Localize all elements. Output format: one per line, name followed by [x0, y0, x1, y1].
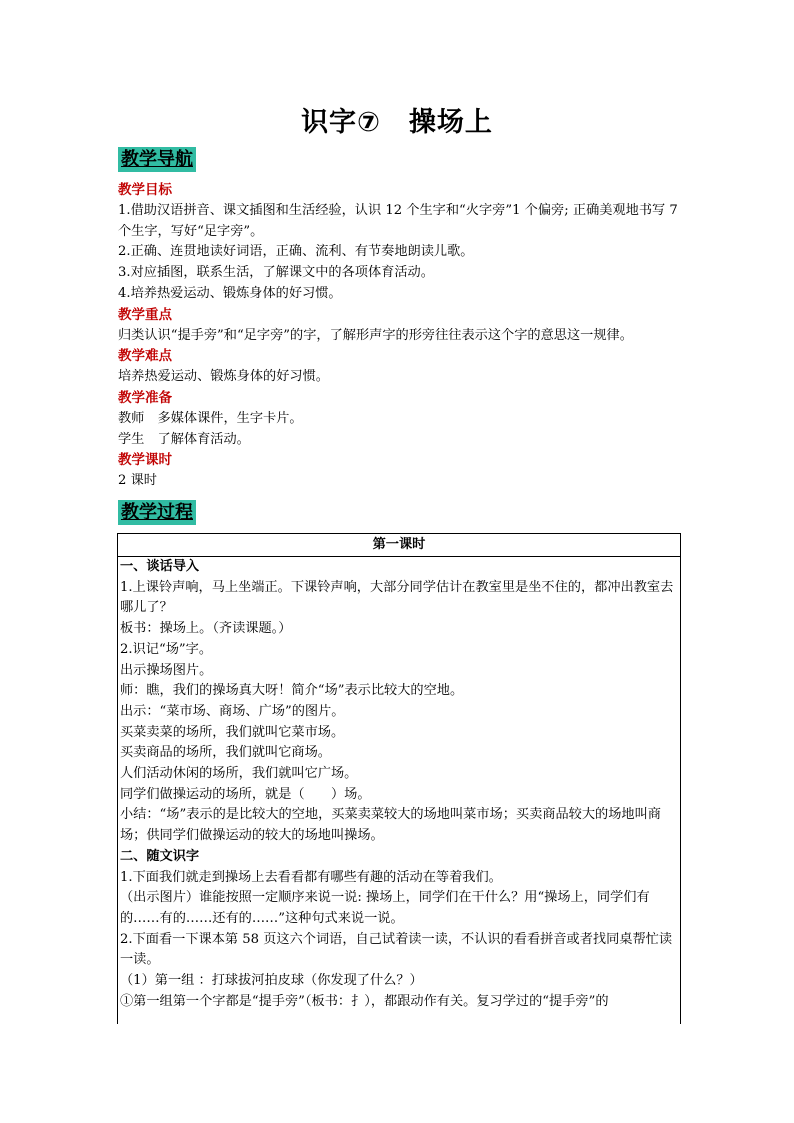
- process-line: 2.识记“场”字。: [120, 641, 213, 657]
- process-banner: 教学过程: [118, 500, 196, 525]
- process-line: 买菜卖菜的场所，我们就叫它菜市场。: [120, 724, 345, 740]
- prep-item: 教师 多媒体课件，生字卡片。: [118, 410, 303, 426]
- process-line: 人们活动休闲的场所，我们就叫它广场。: [120, 766, 358, 782]
- process-table: [117, 533, 681, 1024]
- key-heading: 教学重点: [118, 306, 172, 323]
- process-line: 1.下面我们就走到操场上去看看都有哪些有趣的活动在等着我们。: [120, 869, 502, 885]
- difficulty-text: 培养热爱运动、锻炼身体的好习惯。: [118, 369, 329, 385]
- process-body: [118, 557, 680, 1012]
- process-line: 同学们做操运动的场所，就是（ ）场。: [120, 786, 371, 802]
- process-line: 买卖商品的场所，我们就叫它商场。: [120, 745, 331, 761]
- goal-item: 2.正确、连贯地读好词语，正确、流利、有节奏地朗读儿歌。: [118, 244, 474, 260]
- goal-item: 4.培养热爱运动、锻炼身体的好习惯。: [118, 285, 342, 301]
- process-line: 2.下面看一下课本第 58 页这六个词语，自己试着读一读，不认识的看看拼音或者找同桌帮忙读一读。: [120, 931, 673, 968]
- process-line: 1.上课铃声响，马上坐端正。下课铃声响，大部分同学估计在教室里是坐不住的，都冲出教室去哪儿了？: [120, 579, 674, 616]
- guide-section: [118, 180, 683, 492]
- goals-heading: 教学目标: [118, 182, 172, 198]
- section-heading: 一、谈话导入: [120, 559, 200, 574]
- hours-heading: 教学课时: [118, 452, 172, 469]
- section-heading: 二、随文识字: [120, 848, 200, 864]
- lesson-title: 第一课时: [118, 534, 680, 557]
- process-line: ①第一组第一个字都是“提手旁”（板书：扌），都跟动作有关。复习学过的“提手旁”的: [120, 993, 609, 1009]
- process-line: 小结：“场”表示的是比较大的空地，买菜卖菜较大的场地叫菜市场；买卖商品较大的场地叫商场；供同学们做操运动的较大的场地叫操场。: [120, 807, 661, 844]
- process-line: 板书：操场上。（齐读课题。）: [120, 621, 292, 637]
- goal-item: 3.对应插图，联系生活，了解课文中的各项体育活动。: [118, 265, 434, 281]
- guide-banner: 教学导航: [118, 147, 196, 172]
- process-line: 出示操场图片。: [120, 662, 213, 678]
- process-line: 师：瞧，我们的操场真大呀！简介“场”表示比较大的空地。: [120, 683, 464, 699]
- process-line: （出示图片）谁能按照一定顺序来说一说: 操场上，同学们在干什么？用“操场上，同学们有的……有的……还有的……”这种句式来说一说。: [120, 890, 650, 926]
- difficulty-heading: 教学难点: [118, 348, 172, 365]
- prep-item: 学生 了解体育活动。: [118, 431, 250, 447]
- process-line: （1）第一组 ：打球拔河拍皮球（你发现了什么？）: [120, 973, 423, 989]
- process-line: 出示：“菜市场、商场、广场”的图片。: [120, 703, 345, 719]
- prep-heading: 教学准备: [118, 389, 172, 406]
- goal-item: 1.借助汉语拼音、课文插图和生活经验，认识 12 个生字和“火字旁”1 个偏旁; 正确美观地书写 7 个生字，写好“足字旁”。: [118, 202, 682, 239]
- page-title: 识字⑦ 操场上: [301, 107, 493, 138]
- key-text: 归类认识“提手旁”和“足字旁”的字，了解形声字的形旁往往表示这个字的意思这一规律。: [118, 327, 633, 343]
- hours-text: 2 课时: [118, 473, 157, 489]
